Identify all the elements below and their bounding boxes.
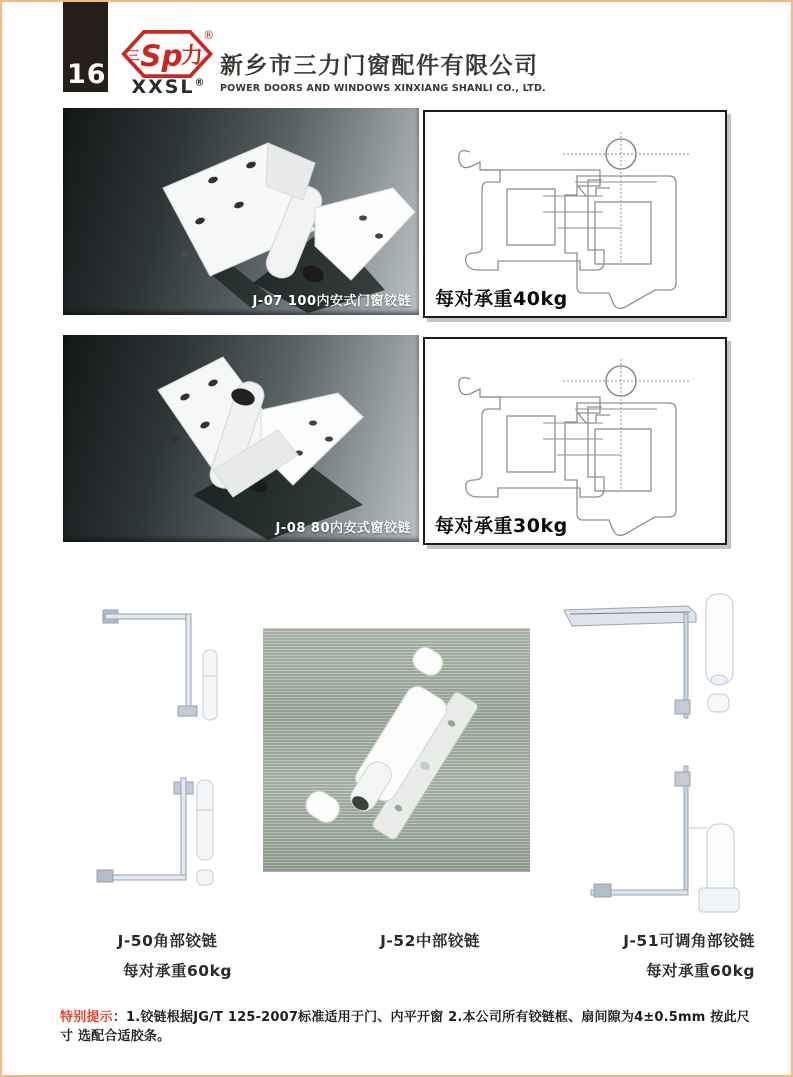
product-name-j50: J-50角部铰链 <box>117 932 218 950</box>
product-caption-j07: J-07 100内安式门窗铰链 <box>252 294 411 309</box>
product-photo-j50 <box>85 598 235 898</box>
svg-text:三: 三 <box>127 48 140 63</box>
svg-text:Sp: Sp <box>140 39 183 73</box>
product-photo-j52 <box>263 628 530 872</box>
product-caption-j08: J-08 80内安式窗铰链 <box>275 521 411 536</box>
page-number: 16 <box>67 59 107 90</box>
product-name-j51: J-51可调角部铰链 <box>623 932 755 950</box>
special-notice-colon: ： <box>112 1010 127 1025</box>
product-name-j52: J-52中部铰链 <box>380 932 480 950</box>
company-logo <box>120 28 216 100</box>
tech-drawing-panel-j07 <box>423 110 727 318</box>
company-block <box>220 53 546 94</box>
logo-brand-text: XXSL <box>131 76 195 98</box>
logo-brand <box>120 78 216 97</box>
svg-text:®: ® <box>203 29 215 43</box>
company-name-cn: 新乡市三力门窗配件有限公司 <box>220 53 539 79</box>
hinge-photo-illustration-j08 <box>63 335 419 542</box>
company-name-en: POWER DOORS AND WINDOWS XINXIANG SHANLI CO., LTD. <box>220 82 546 94</box>
page-number-tab <box>63 2 108 92</box>
hinge-photo-illustration-j07 <box>63 108 419 315</box>
load-rating-j07: 每对承重40kg <box>435 288 568 310</box>
load-rating-j50: 每对承重60kg <box>123 962 232 980</box>
corner-hinge-illustration-j50 <box>85 598 235 898</box>
tech-drawing-panel-j08 <box>423 337 727 545</box>
load-rating-j08: 每对承重30kg <box>435 515 568 537</box>
middle-hinge-illustration-j52 <box>263 628 530 872</box>
adjustable-corner-hinge-illustration-j51 <box>556 588 746 920</box>
special-notice-text: 1.铰链根据JG/T 125-2007标准适用于门、内平开窗 2.本公司所有铰链框、扇间隙为4±0.5mm 按此尺寸 选配合适胶条。 <box>60 1010 750 1044</box>
special-notice-label: 特别提示 <box>60 1010 113 1025</box>
special-notice <box>60 1006 755 1044</box>
registered-mark: ® <box>194 77 205 89</box>
load-rating-j51: 每对承重60kg <box>646 962 755 980</box>
logo-hexagon-icon <box>120 28 216 80</box>
product-photo-j07 <box>63 108 419 315</box>
product-photo-j08 <box>63 335 419 542</box>
svg-text:力: 力 <box>180 43 204 70</box>
product-photo-j51 <box>556 588 746 920</box>
